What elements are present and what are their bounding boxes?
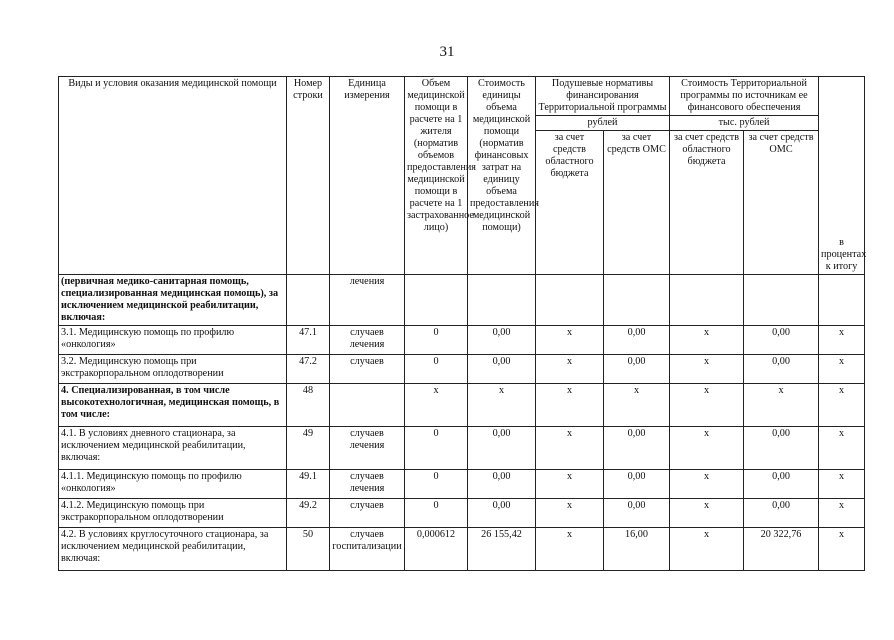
row-budget-territorial: х bbox=[670, 470, 744, 499]
row-cost: 0,00 bbox=[468, 470, 536, 499]
row-unit: случаев лечения bbox=[330, 427, 405, 470]
row-oms-percapita: 0,00 bbox=[604, 427, 670, 470]
row-percent: х bbox=[819, 326, 865, 355]
table-row bbox=[59, 499, 865, 528]
row-oms-percapita: 0,00 bbox=[604, 326, 670, 355]
row-name: 4.1.2. Медицинскую помощь при экстракорпоральном оплодотворении bbox=[59, 499, 287, 528]
row-oms-percapita: 0,00 bbox=[604, 499, 670, 528]
row-oms-percapita: х bbox=[604, 384, 670, 427]
program-cost-table bbox=[58, 76, 865, 571]
row-budget-percapita: х bbox=[536, 384, 604, 427]
row-cost: х bbox=[468, 384, 536, 427]
row-budget-percapita: х bbox=[536, 499, 604, 528]
row-oms-territorial: 20 322,76 bbox=[744, 528, 819, 571]
header-volume: Объем медицинской помощи в расчете на 1 жителя (норматив объемов предоставления медицинской помощи в расчете на 1 застрахованное лицо) bbox=[405, 77, 468, 275]
row-number: 49.1 bbox=[287, 470, 330, 499]
row-oms-territorial: 0,00 bbox=[744, 326, 819, 355]
row-oms-territorial bbox=[744, 275, 819, 326]
row-cost: 0,00 bbox=[468, 355, 536, 384]
row-percent: х bbox=[819, 355, 865, 384]
row-volume bbox=[405, 275, 468, 326]
row-unit: случаев bbox=[330, 499, 405, 528]
row-name: 4.2. В условиях круглосуточного стационара, за исключением медицинской реабилитации, включая: bbox=[59, 528, 287, 571]
row-budget-percapita: х bbox=[536, 528, 604, 571]
table-row bbox=[59, 355, 865, 384]
header-territorial-unit: тыс. рублей bbox=[670, 116, 819, 131]
header-budget-percapita: за счет средств областного бюджета bbox=[536, 131, 604, 275]
table-row bbox=[59, 275, 865, 326]
row-budget-territorial: х bbox=[670, 355, 744, 384]
row-unit: случаев госпитализации bbox=[330, 528, 405, 571]
row-oms-percapita: 0,00 bbox=[604, 355, 670, 384]
header-percapita-unit: рублей bbox=[536, 116, 670, 131]
row-budget-territorial: х bbox=[670, 499, 744, 528]
row-volume: 0 bbox=[405, 355, 468, 384]
row-volume: 0 bbox=[405, 499, 468, 528]
row-name: 3.2. Медицинскую помощь при экстракорпоральном оплодотворении bbox=[59, 355, 287, 384]
row-volume: 0 bbox=[405, 470, 468, 499]
table-row bbox=[59, 384, 865, 427]
header-oms-percapita: за счет средств ОМС bbox=[604, 131, 670, 275]
row-oms-percapita: 16,00 bbox=[604, 528, 670, 571]
row-cost bbox=[468, 275, 536, 326]
row-name: 4.1. В условиях дневного стационара, за исключением медицинской реабилитации, включая: bbox=[59, 427, 287, 470]
row-unit: лечения bbox=[330, 275, 405, 326]
row-percent: х bbox=[819, 427, 865, 470]
table-row bbox=[59, 470, 865, 499]
row-name: 4.1.1. Медицинскую помощь по профилю «онкология» bbox=[59, 470, 287, 499]
row-number: 48 bbox=[287, 384, 330, 427]
table-row bbox=[59, 528, 865, 571]
row-cost: 0,00 bbox=[468, 499, 536, 528]
header-cost: Стоимость единицы объема медицинской помощи (норматив финансовых затрат на единицу объема предоставления медицинской помощи) bbox=[468, 77, 536, 275]
row-budget-territorial: х bbox=[670, 528, 744, 571]
row-percent: х bbox=[819, 384, 865, 427]
row-volume: 0,000612 bbox=[405, 528, 468, 571]
row-budget-territorial: х bbox=[670, 326, 744, 355]
row-budget-territorial: х bbox=[670, 427, 744, 470]
row-volume: 0 bbox=[405, 427, 468, 470]
row-unit: случаев лечения bbox=[330, 326, 405, 355]
header-type: Виды и условия оказания медицинской помощи bbox=[59, 77, 287, 275]
header-territorial: Стоимость Территориальной программы по источникам ее финансового обеспечения bbox=[670, 77, 819, 116]
row-name: (первичная медико-санитарная помощь, специализированная медицинская помощь), за исключением медицинской реабилитации, включая: bbox=[59, 275, 287, 326]
row-number: 49 bbox=[287, 427, 330, 470]
row-percent: х bbox=[819, 499, 865, 528]
row-unit: случаев лечения bbox=[330, 470, 405, 499]
header-unit: Единица измерения bbox=[330, 77, 405, 275]
header-percapita: Подушевые нормативы финансирования Территориальной программы bbox=[536, 77, 670, 116]
row-percent: х bbox=[819, 528, 865, 571]
table-row bbox=[59, 326, 865, 355]
row-number: 50 bbox=[287, 528, 330, 571]
row-oms-territorial: 0,00 bbox=[744, 427, 819, 470]
page-number: 31 bbox=[439, 44, 455, 60]
row-number: 49.2 bbox=[287, 499, 330, 528]
row-oms-territorial: 0,00 bbox=[744, 355, 819, 384]
row-oms-territorial: х bbox=[744, 384, 819, 427]
row-budget-percapita: х bbox=[536, 427, 604, 470]
row-budget-territorial bbox=[670, 275, 744, 326]
row-unit: случаев bbox=[330, 355, 405, 384]
row-number bbox=[287, 275, 330, 326]
row-budget-percapita bbox=[536, 275, 604, 326]
row-percent: х bbox=[819, 470, 865, 499]
row-budget-percapita: х bbox=[536, 355, 604, 384]
row-number: 47.1 bbox=[287, 326, 330, 355]
row-oms-territorial: 0,00 bbox=[744, 499, 819, 528]
table-row bbox=[59, 427, 865, 470]
row-cost: 0,00 bbox=[468, 326, 536, 355]
row-volume: 0 bbox=[405, 326, 468, 355]
row-name: 3.1. Медицинскую помощь по профилю «онкология» bbox=[59, 326, 287, 355]
row-budget-percapita: х bbox=[536, 470, 604, 499]
row-number: 47.2 bbox=[287, 355, 330, 384]
row-oms-percapita: 0,00 bbox=[604, 470, 670, 499]
row-unit bbox=[330, 384, 405, 427]
row-percent bbox=[819, 275, 865, 326]
row-oms-territorial: 0,00 bbox=[744, 470, 819, 499]
row-cost: 0,00 bbox=[468, 427, 536, 470]
header-oms-territorial: за счет средств ОМС bbox=[744, 131, 819, 275]
header-budget-territorial: за счет средств областного бюджета bbox=[670, 131, 744, 275]
row-budget-percapita: х bbox=[536, 326, 604, 355]
row-budget-territorial: х bbox=[670, 384, 744, 427]
row-cost: 26 155,42 bbox=[468, 528, 536, 571]
header-percent: в процентах к итогу bbox=[819, 77, 865, 275]
header-row-number: Номер строки bbox=[287, 77, 330, 275]
row-oms-percapita bbox=[604, 275, 670, 326]
row-name: 4. Специализированная, в том числе высокотехнологичная, медицинская помощь, в том числе: bbox=[59, 384, 287, 427]
row-volume: х bbox=[405, 384, 468, 427]
